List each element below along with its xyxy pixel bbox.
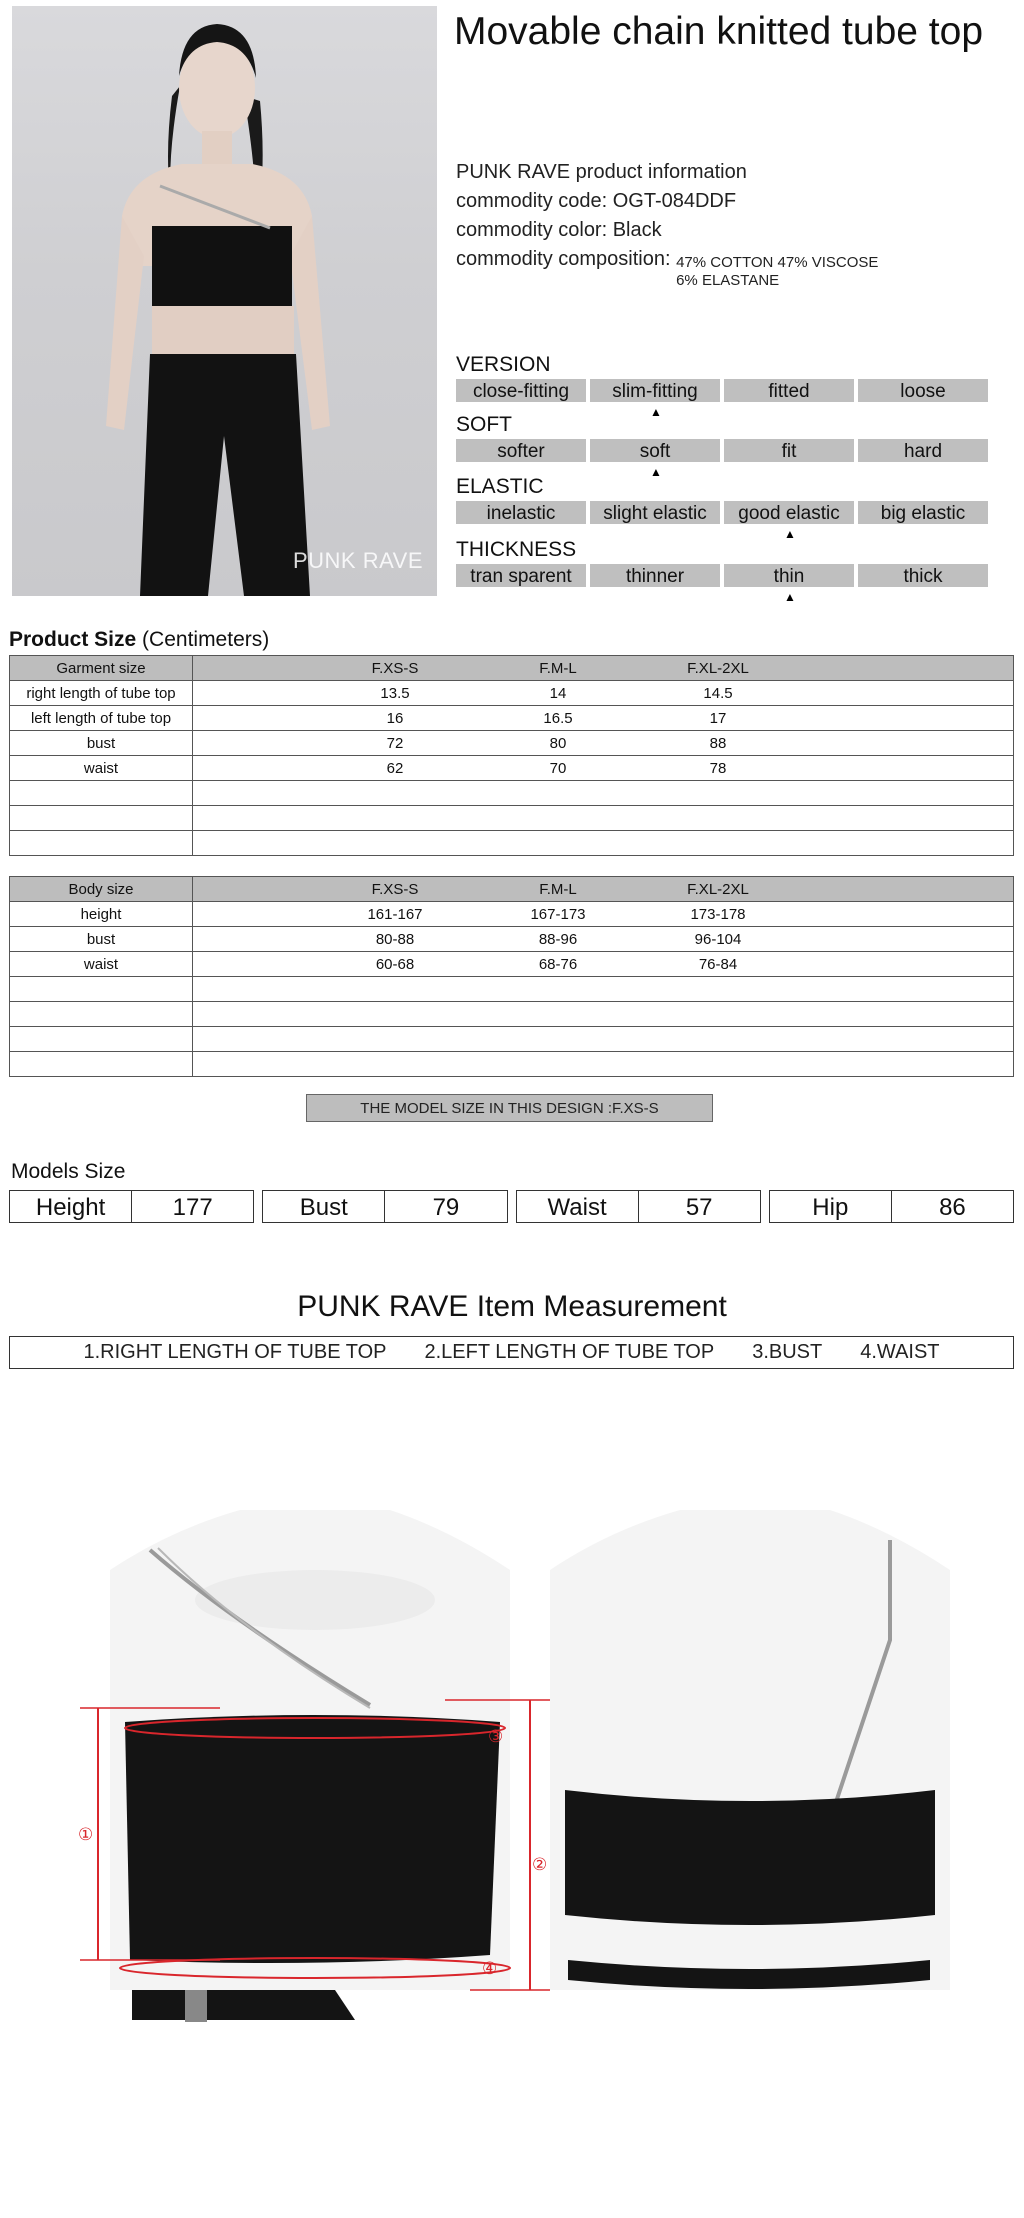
table-row: [10, 756, 1014, 781]
row-label: [10, 1052, 193, 1077]
table-row: [10, 806, 1014, 831]
color-value: Black: [612, 219, 662, 241]
row-value-group: [193, 735, 1013, 752]
row-value: 60-68: [375, 955, 415, 973]
model-measure-label: Waist: [547, 1194, 607, 1221]
color-label: commodity color:: [456, 219, 608, 241]
row-label: [10, 977, 193, 1002]
row-value: 96-104: [694, 930, 742, 948]
body-size-table: [9, 876, 1014, 1077]
table-row: [10, 831, 1014, 856]
row-value: 88-96: [538, 930, 578, 948]
row-label: right length of tube top: [10, 681, 193, 706]
table-row: [10, 681, 1014, 706]
selected-marker-icon: ▲: [784, 527, 796, 541]
table-header-sizes: [193, 656, 1014, 681]
row-label: bust: [10, 927, 193, 952]
back-tube-body: [565, 1790, 935, 1925]
row-values: [193, 927, 1014, 952]
info-heading: PUNK RAVE product information: [456, 161, 747, 183]
row-value: 13.5: [380, 684, 410, 702]
row-value: 14.5: [703, 684, 733, 702]
row-value-group: [193, 931, 1013, 948]
size-columns: [193, 881, 1013, 898]
model-measure-height: [9, 1190, 254, 1223]
row-label: [10, 1027, 193, 1052]
table-header-row: [10, 877, 1014, 902]
row-value: 88: [709, 734, 727, 752]
product-title: Movable chain knitted tube top: [454, 10, 984, 53]
marker-2: ②: [532, 1855, 548, 1875]
row-value: 173-178: [690, 905, 746, 923]
row-value: 80: [549, 734, 567, 752]
marker-1: ①: [78, 1825, 94, 1845]
table-header-label: Body size: [10, 877, 193, 902]
row-values: [193, 756, 1014, 781]
row-value-group: [193, 906, 1013, 923]
composition-row: [456, 245, 878, 290]
scale-option: thick: [858, 564, 988, 587]
size-column-label: F.M-L: [539, 880, 577, 898]
table-row: [10, 902, 1014, 927]
row-value: 70: [549, 759, 567, 777]
scale-option: inelastic: [456, 501, 586, 524]
color-row: [456, 216, 878, 245]
row-label: [10, 806, 193, 831]
row-value-group: [193, 710, 1013, 727]
size-columns: [193, 660, 1013, 677]
product-size-heading: [9, 628, 269, 652]
composition-label: commodity composition:: [456, 248, 671, 270]
scale-option: slight elastic: [590, 501, 720, 524]
row-value: 72: [386, 734, 404, 752]
product-size-heading-bold: Product Size: [9, 628, 137, 651]
measurement-item: 2.LEFT LENGTH OF TUBE TOP: [424, 1341, 715, 1363]
table-row: [10, 927, 1014, 952]
scale-row-version: [456, 379, 988, 402]
measurement-legend: [9, 1336, 1014, 1369]
models-size-title: Models Size: [11, 1160, 126, 1183]
marker-3: ③: [488, 1727, 504, 1747]
row-label: bust: [10, 731, 193, 756]
row-values: [193, 681, 1014, 706]
scale-option: fitted: [724, 379, 854, 402]
row-value-group: [193, 956, 1013, 973]
selected-marker-icon: ▲: [784, 590, 796, 604]
row-label: [10, 781, 193, 806]
code-value: OGT-084DDF: [612, 190, 737, 212]
selected-marker-icon: ▲: [650, 465, 662, 479]
scale-option: fit: [724, 439, 854, 462]
composition-line-2: 6% ELASTANE: [676, 272, 780, 289]
product-photo: [12, 6, 437, 596]
scale-option: loose: [858, 379, 988, 402]
row-values: [193, 952, 1014, 977]
model-measure-label: Hip: [812, 1194, 849, 1221]
model-measure-value: 57: [638, 1191, 760, 1222]
row-value: 161-167: [367, 905, 423, 923]
measurement-item: 1.RIGHT LENGTH OF TUBE TOP: [83, 1341, 387, 1363]
row-label: waist: [10, 952, 193, 977]
row-value: 62: [386, 759, 404, 777]
row-values: [193, 706, 1014, 731]
model-measure-waist: [516, 1190, 761, 1223]
row-label: waist: [10, 756, 193, 781]
row-value: 68-76: [538, 955, 578, 973]
scale-option: slim-fitting: [590, 379, 720, 402]
size-column-label: F.XS-S: [371, 659, 419, 677]
row-values: [193, 1027, 1014, 1052]
row-value-group: [193, 685, 1013, 702]
scale-option: good elastic: [724, 501, 854, 524]
scale-option: soft: [590, 439, 720, 462]
scale-option: thin: [724, 564, 854, 587]
selected-marker-icon: ▲: [650, 405, 662, 419]
table-row: [10, 706, 1014, 731]
table-row: [10, 731, 1014, 756]
marker-4: ④: [482, 1959, 498, 1979]
row-value: 17: [709, 709, 727, 727]
garment-measurement-illustration: [70, 1490, 970, 2050]
table-header-sizes: [193, 877, 1014, 902]
row-label: left length of tube top: [10, 706, 193, 731]
scale-option: hard: [858, 439, 988, 462]
size-column-label: F.M-L: [539, 659, 577, 677]
row-value: 16.5: [543, 709, 573, 727]
size-column-label: F.XL-2XL: [687, 659, 749, 677]
composition-value: [676, 254, 878, 290]
model-measure-value: 79: [384, 1191, 506, 1222]
measurement-item: 3.BUST: [752, 1341, 823, 1363]
scale-label-soft: SOFT: [456, 413, 512, 436]
scale-option: tran sparent: [456, 564, 586, 587]
scale-option: big elastic: [858, 501, 988, 524]
row-values: [193, 806, 1014, 831]
table-row: [10, 781, 1014, 806]
model-measure-value: 177: [131, 1191, 253, 1222]
front-waist-strap: [132, 1990, 355, 2020]
measurement-item: 4.WAIST: [860, 1341, 940, 1363]
table-row: [10, 1052, 1014, 1077]
model-measure-bust: [262, 1190, 507, 1223]
model-size-banner: THE MODEL SIZE IN THIS DESIGN :F.XS-S: [306, 1094, 713, 1122]
model-measure-hip: [769, 1190, 1014, 1223]
model-measure-label: Bust: [299, 1194, 348, 1221]
code-label: commodity code:: [456, 190, 608, 212]
product-size-heading-unit: (Centimeters): [142, 628, 270, 651]
model-measure-label: Height: [35, 1194, 106, 1221]
row-value: 14: [549, 684, 567, 702]
scale-option: close-fitting: [456, 379, 586, 402]
table-row: [10, 1027, 1014, 1052]
row-value-group: [193, 760, 1013, 777]
row-label: [10, 831, 193, 856]
front-tube-body: [125, 1715, 500, 1963]
product-info: [456, 158, 878, 290]
scale-row-elastic: [456, 501, 988, 524]
table-header-label: Garment size: [10, 656, 193, 681]
table-header-row: [10, 656, 1014, 681]
row-value: 76-84: [698, 955, 738, 973]
scale-row-soft: [456, 439, 988, 462]
scale-label-elastic: ELASTIC: [456, 475, 544, 498]
row-values: [193, 1002, 1014, 1027]
row-values: [193, 831, 1014, 856]
table-row: [10, 952, 1014, 977]
row-values: [193, 781, 1014, 806]
row-value: 16: [386, 709, 404, 727]
model-measure-value: 86: [891, 1191, 1013, 1222]
models-size-row: [9, 1190, 1014, 1223]
watermark-text: PUNK RAVE: [292, 548, 423, 573]
row-value: 80-88: [375, 930, 415, 948]
scale-label-version: VERSION: [456, 353, 551, 376]
table-row: [10, 1002, 1014, 1027]
code-row: [456, 187, 878, 216]
garment-size-table: [9, 655, 1014, 856]
size-column-label: F.XS-S: [371, 880, 419, 898]
measurement-title: PUNK RAVE Item Measurement: [297, 1290, 727, 1323]
row-values: [193, 1052, 1014, 1077]
row-label: height: [10, 902, 193, 927]
row-value: 78: [709, 759, 727, 777]
size-column-label: F.XL-2XL: [687, 880, 749, 898]
scale-option: thinner: [590, 564, 720, 587]
table-row: [10, 977, 1014, 1002]
row-values: [193, 977, 1014, 1002]
row-label: [10, 1002, 193, 1027]
row-values: [193, 731, 1014, 756]
scale-option: softer: [456, 439, 586, 462]
composition-line-1: 47% COTTON 47% VISCOSE: [676, 254, 879, 271]
scale-row-thickness: [456, 564, 988, 587]
row-values: [193, 902, 1014, 927]
row-value: 167-173: [530, 905, 586, 923]
scale-label-thickness: THICKNESS: [456, 538, 577, 561]
